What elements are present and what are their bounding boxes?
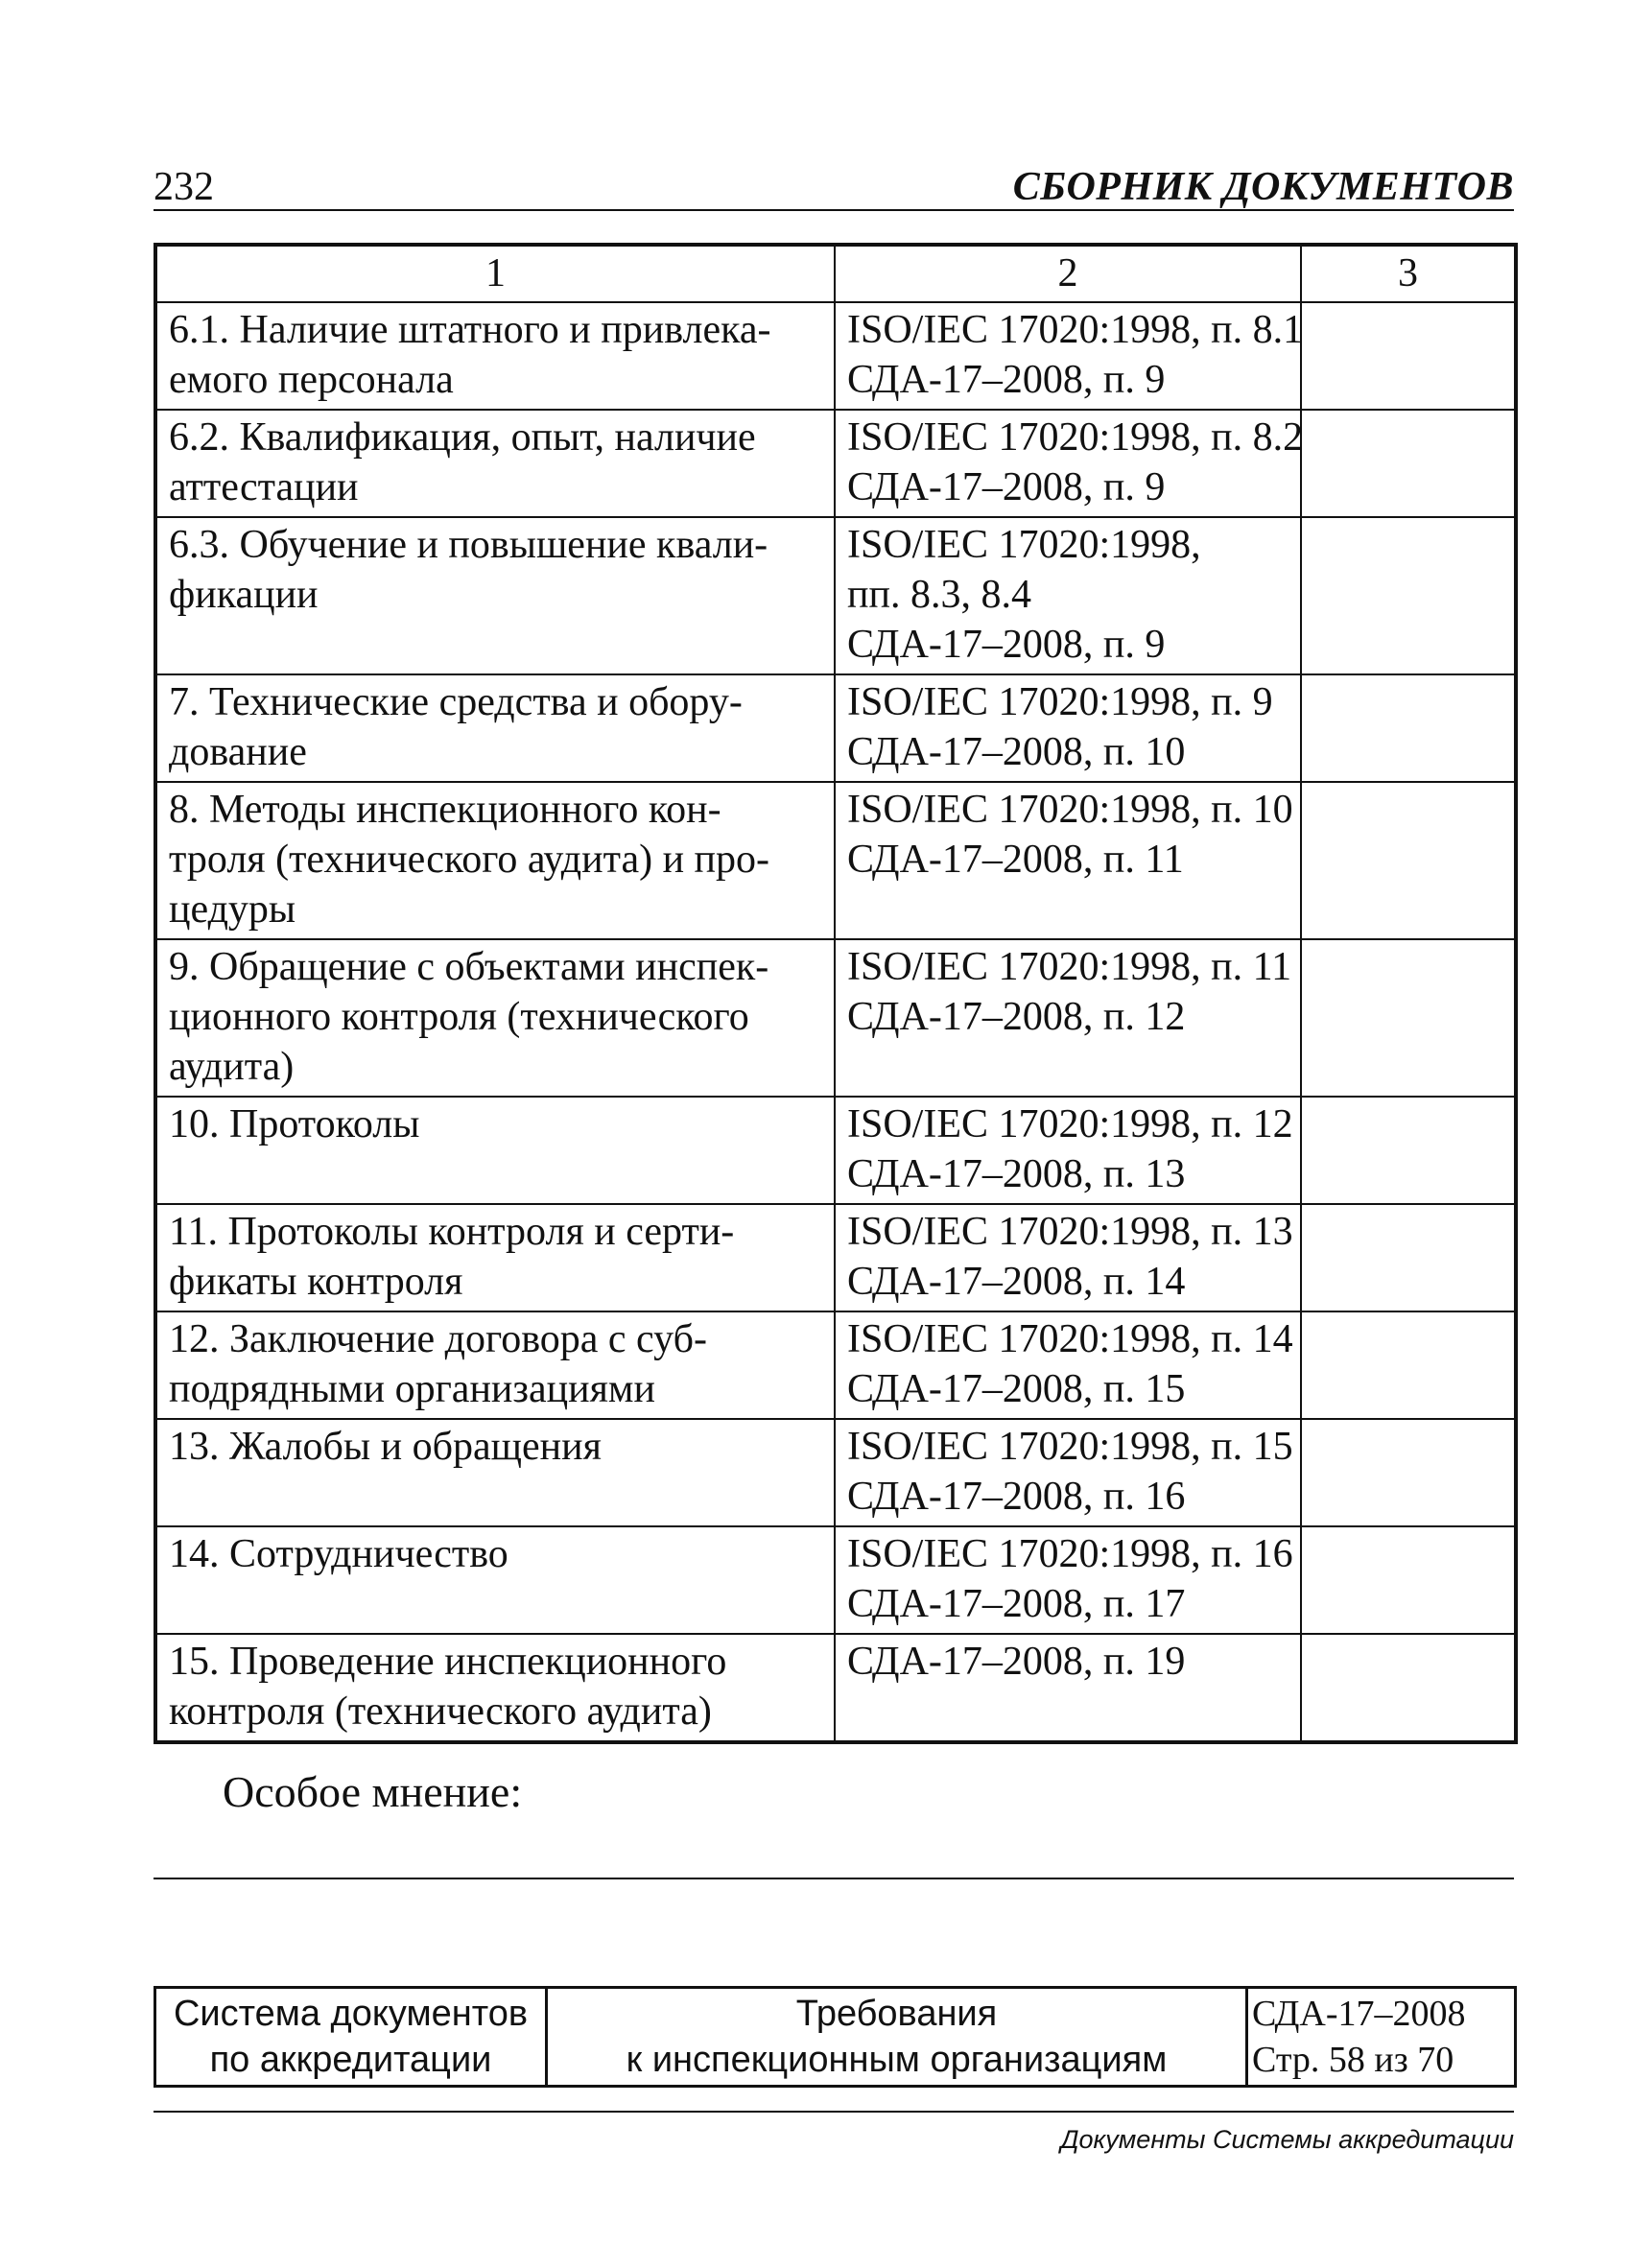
requirement-cell — [155, 1526, 835, 1634]
result-cell — [1301, 1311, 1516, 1419]
reference-line: СДА-17–2008, п. 16 — [847, 1475, 1186, 1519]
table-row — [155, 1526, 1516, 1634]
requirement-cell — [155, 1097, 835, 1204]
requirement-line: подрядными организациями — [169, 1367, 655, 1411]
table-row — [155, 1634, 1516, 1742]
footer-page-count: Стр. 58 из 70 — [1252, 2040, 1454, 2080]
requirement-line: аттестации — [169, 465, 359, 509]
reference-line: ISO/IEC 17020:1998, п. 12 — [847, 1102, 1293, 1146]
result-cell — [1301, 1419, 1516, 1526]
reference-cell — [835, 1097, 1301, 1204]
table-row — [155, 1097, 1516, 1204]
requirement-cell — [155, 1204, 835, 1311]
reference-cell — [835, 302, 1304, 410]
requirement-line: цедуры — [169, 887, 296, 932]
column-header-3: 3 — [1301, 245, 1516, 302]
result-cell — [1301, 1097, 1516, 1204]
requirement-line: 6.3. Обучение и повышение квали- — [169, 523, 768, 567]
requirement-line: ционного контроля (технического — [169, 995, 749, 1039]
reference-line: ISO/IEC 17020:1998, п. 9 — [847, 680, 1273, 724]
requirement-line: 13. Жалобы и обращения — [169, 1425, 602, 1469]
requirement-cell — [155, 1419, 835, 1526]
requirement-line: 12. Заключение договора с суб- — [169, 1317, 707, 1361]
requirement-line: 6.2. Квалификация, опыт, наличие — [169, 415, 756, 460]
requirement-line: емого персонала — [169, 358, 454, 402]
requirement-line: 15. Проведение инспекционного — [169, 1640, 727, 1684]
footer-title-line-2: к инспекционным организациям — [626, 2040, 1168, 2080]
reference-line: ISO/IEC 17020:1998, п. 11 — [847, 945, 1292, 989]
result-cell — [1301, 517, 1516, 674]
requirement-line: дование — [169, 730, 307, 774]
special-opinion-label: Особое мнение: — [223, 1767, 523, 1816]
page-number: 232 — [154, 165, 214, 209]
reference-cell — [835, 1419, 1301, 1526]
reference-line: СДА-17–2008, п. 9 — [847, 623, 1166, 667]
table-row — [155, 1311, 1516, 1419]
reference-line: СДА-17–2008, п. 9 — [847, 465, 1166, 509]
reference-cell — [835, 1311, 1301, 1419]
reference-line: ISO/IEC 17020:1998, п. 15 — [847, 1425, 1293, 1469]
requirement-line: троля (технического аудита) и про- — [169, 838, 770, 882]
reference-line: пп. 8.3, 8.4 — [847, 573, 1031, 617]
requirement-line: 9. Обращение с объектами инспек- — [169, 945, 769, 989]
table-row — [155, 1419, 1516, 1526]
reference-line: СДА-17–2008, п. 10 — [847, 730, 1186, 774]
reference-cell — [835, 517, 1301, 674]
reference-cell — [835, 1204, 1301, 1311]
reference-line: ISO/IEC 17020:1998, п. 8.2 — [847, 415, 1304, 460]
requirement-line: фикации — [169, 573, 319, 617]
table-row — [155, 410, 1516, 517]
reference-line: СДА-17–2008, п. 11 — [847, 838, 1184, 882]
reference-cell — [835, 1526, 1301, 1634]
requirement-cell — [155, 674, 835, 782]
requirement-line: 14. Сотрудничество — [169, 1532, 508, 1576]
reference-line: СДА-17–2008, п. 14 — [847, 1260, 1186, 1304]
result-cell — [1301, 1634, 1516, 1742]
requirement-line: фикаты контроля — [169, 1260, 463, 1304]
result-cell — [1301, 674, 1516, 782]
requirements-table-body — [155, 245, 1516, 1742]
reference-cell — [835, 674, 1301, 782]
table-row — [155, 302, 1516, 410]
footer-row — [155, 1988, 1516, 2087]
reference-line: ISO/IEC 17020:1998, п. 16 — [847, 1532, 1293, 1576]
table-row — [155, 1204, 1516, 1311]
requirement-cell — [155, 782, 835, 939]
footer-system-cell — [155, 1988, 547, 2087]
bottom-caption: Документы Системы аккредитации — [1060, 2125, 1514, 2154]
footer-system-line-2: по аккредитации — [209, 2040, 492, 2080]
footer-doc-code: СДА-17–2008 — [1252, 1994, 1466, 2034]
bottom-rule — [154, 2111, 1514, 2113]
table-row — [155, 782, 1516, 939]
reference-line: ISO/IEC 17020:1998, п. 14 — [847, 1317, 1293, 1361]
requirement-line: 7. Технические средства и обору- — [169, 680, 743, 724]
requirement-cell — [155, 939, 835, 1097]
reference-cell — [835, 782, 1301, 939]
table-header-row — [155, 245, 1516, 302]
running-title: СБОРНИК ДОКУМЕНТОВ — [1012, 165, 1514, 209]
footer-code-cell — [1247, 1988, 1516, 2087]
column-header-1: 1 — [155, 245, 835, 302]
result-cell — [1301, 1526, 1516, 1634]
requirement-line: аудита) — [169, 1045, 295, 1089]
reference-line: ISO/IEC 17020:1998, п. 10 — [847, 788, 1293, 832]
reference-line: СДА-17–2008, п. 17 — [847, 1582, 1186, 1626]
footer-system-line-1: Система документов — [173, 1994, 529, 2034]
result-cell — [1301, 1204, 1516, 1311]
requirement-line: 6.1. Наличие штатного и привлека- — [169, 308, 771, 352]
reference-line: СДА-17–2008, п. 12 — [847, 995, 1186, 1039]
reference-line: СДА-17–2008, п. 9 — [847, 358, 1166, 402]
requirement-line: контроля (технического аудита) — [169, 1689, 712, 1734]
result-cell — [1301, 782, 1516, 939]
requirement-line: 11. Протоколы контроля и серти- — [169, 1210, 735, 1254]
requirement-cell — [155, 1311, 835, 1419]
result-cell — [1301, 410, 1516, 517]
reference-line: СДА-17–2008, п. 15 — [847, 1367, 1186, 1411]
requirements-table — [154, 243, 1518, 1744]
result-cell — [1301, 939, 1516, 1097]
table-row — [155, 517, 1516, 674]
reference-line: ISO/IEC 17020:1998, п. 8.1 — [847, 308, 1304, 352]
requirement-line: 8. Методы инспекционного кон- — [169, 788, 721, 832]
reference-line: СДА-17–2008, п. 19 — [847, 1640, 1186, 1684]
reference-line: ISO/IEC 17020:1998, — [847, 523, 1201, 567]
document-footer-table — [154, 1986, 1517, 2088]
page-header — [154, 152, 1514, 211]
requirement-cell — [155, 410, 835, 517]
footer-title-cell — [547, 1988, 1247, 2087]
table-row — [155, 674, 1516, 782]
requirement-line: 10. Протоколы — [169, 1102, 420, 1146]
requirement-cell — [155, 517, 835, 674]
result-cell — [1301, 302, 1516, 410]
reference-line: ISO/IEC 17020:1998, п. 13 — [847, 1210, 1293, 1254]
special-opinion-line — [154, 1878, 1514, 1879]
requirement-cell — [155, 1634, 835, 1742]
requirement-cell — [155, 302, 835, 410]
reference-cell — [835, 1634, 1301, 1742]
table-row — [155, 939, 1516, 1097]
reference-cell — [835, 939, 1301, 1097]
reference-line: СДА-17–2008, п. 13 — [847, 1152, 1186, 1196]
reference-cell — [835, 410, 1304, 517]
column-header-2: 2 — [835, 245, 1301, 302]
footer-title-line-1: Требования — [795, 1994, 998, 2034]
